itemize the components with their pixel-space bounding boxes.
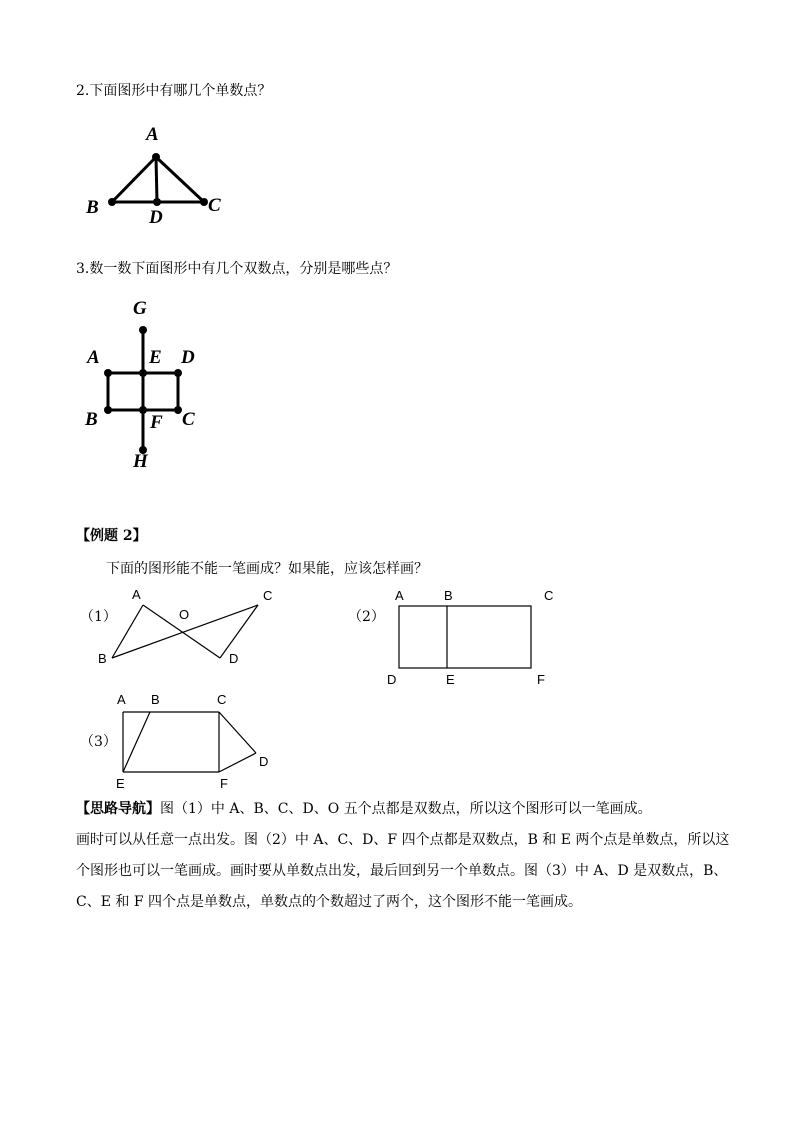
point-label-D: D: [149, 207, 163, 228]
ex1-label-B: B: [98, 651, 107, 666]
ex1-label-C: C: [263, 588, 273, 603]
ex3-label-A: A: [117, 692, 126, 707]
analysis-line-2: 画时可以从任意一点出发。图（2）中 A、C、D、F 四个点都是双数点，B 和 E 两个点是单数点，所以这: [76, 832, 730, 848]
point-label-B: B: [86, 197, 99, 218]
ex1-label-O: O: [179, 607, 190, 622]
ex2-label-F: F: [537, 672, 545, 687]
ex1-label-A: A: [132, 587, 141, 602]
point-label-C2: C: [182, 409, 195, 430]
ex2-label-E: E: [446, 672, 455, 687]
fig2-number: （2）: [348, 609, 385, 625]
ex3-label-F: F: [220, 776, 228, 791]
example-question: 下面的图形能不能一笔画成？如果能，应该怎样画？: [106, 561, 428, 577]
trapezoid-figure: [118, 705, 263, 780]
analysis-line-1: [76, 800, 652, 818]
fig1-number: （1）: [80, 609, 117, 625]
ex3-label-C: C: [217, 692, 227, 707]
ex2-label-C: C: [544, 588, 554, 603]
ex2-label-A: A: [395, 588, 404, 603]
point-label-C: C: [208, 195, 221, 216]
ex2-label-D: D: [387, 672, 397, 687]
analysis-line-4: C、E 和 F 四个点是单数点，单数点的个数超过了两个，这个图形不能一笔画成。: [76, 894, 582, 910]
point-label-A2: A: [87, 347, 100, 368]
ex3-label-B: B: [151, 692, 160, 707]
split-rectangle-figure: [395, 602, 540, 674]
question-3: 3.数一数下面图形中有几个双数点，分别是哪些点？: [76, 261, 398, 277]
point-label-A: A: [146, 124, 159, 145]
ex3-label-E: E: [116, 776, 125, 791]
point-label-F: F: [150, 412, 163, 433]
point-label-B2: B: [85, 409, 98, 430]
bowtie-figure: [100, 600, 280, 670]
cross-figure: [80, 300, 220, 480]
analysis-label: 【思路导航】: [76, 801, 160, 817]
analysis-line-1-text: 图（1）中 A、B、C、D、O 五个点都是双数点，所以这个图形可以一笔画成。: [160, 801, 652, 817]
point-label-H: H: [133, 451, 148, 472]
analysis-line-3: 个图形也可以一笔画成。画时要从单数点出发，最后回到另一个单数点。图（3）中 A、D 是双数点，B、: [76, 863, 728, 879]
fig3-number: （3）: [80, 734, 117, 750]
point-label-D2: D: [181, 347, 195, 368]
question-2: 2.下面图形中有哪几个单数点？: [76, 83, 272, 99]
ex1-label-D: D: [229, 651, 239, 666]
ex2-label-B: B: [444, 588, 453, 603]
point-label-G: G: [133, 298, 147, 319]
ex3-label-D: D: [259, 754, 269, 769]
point-label-E: E: [149, 347, 162, 368]
example-heading: 【例题 2】: [76, 528, 147, 544]
